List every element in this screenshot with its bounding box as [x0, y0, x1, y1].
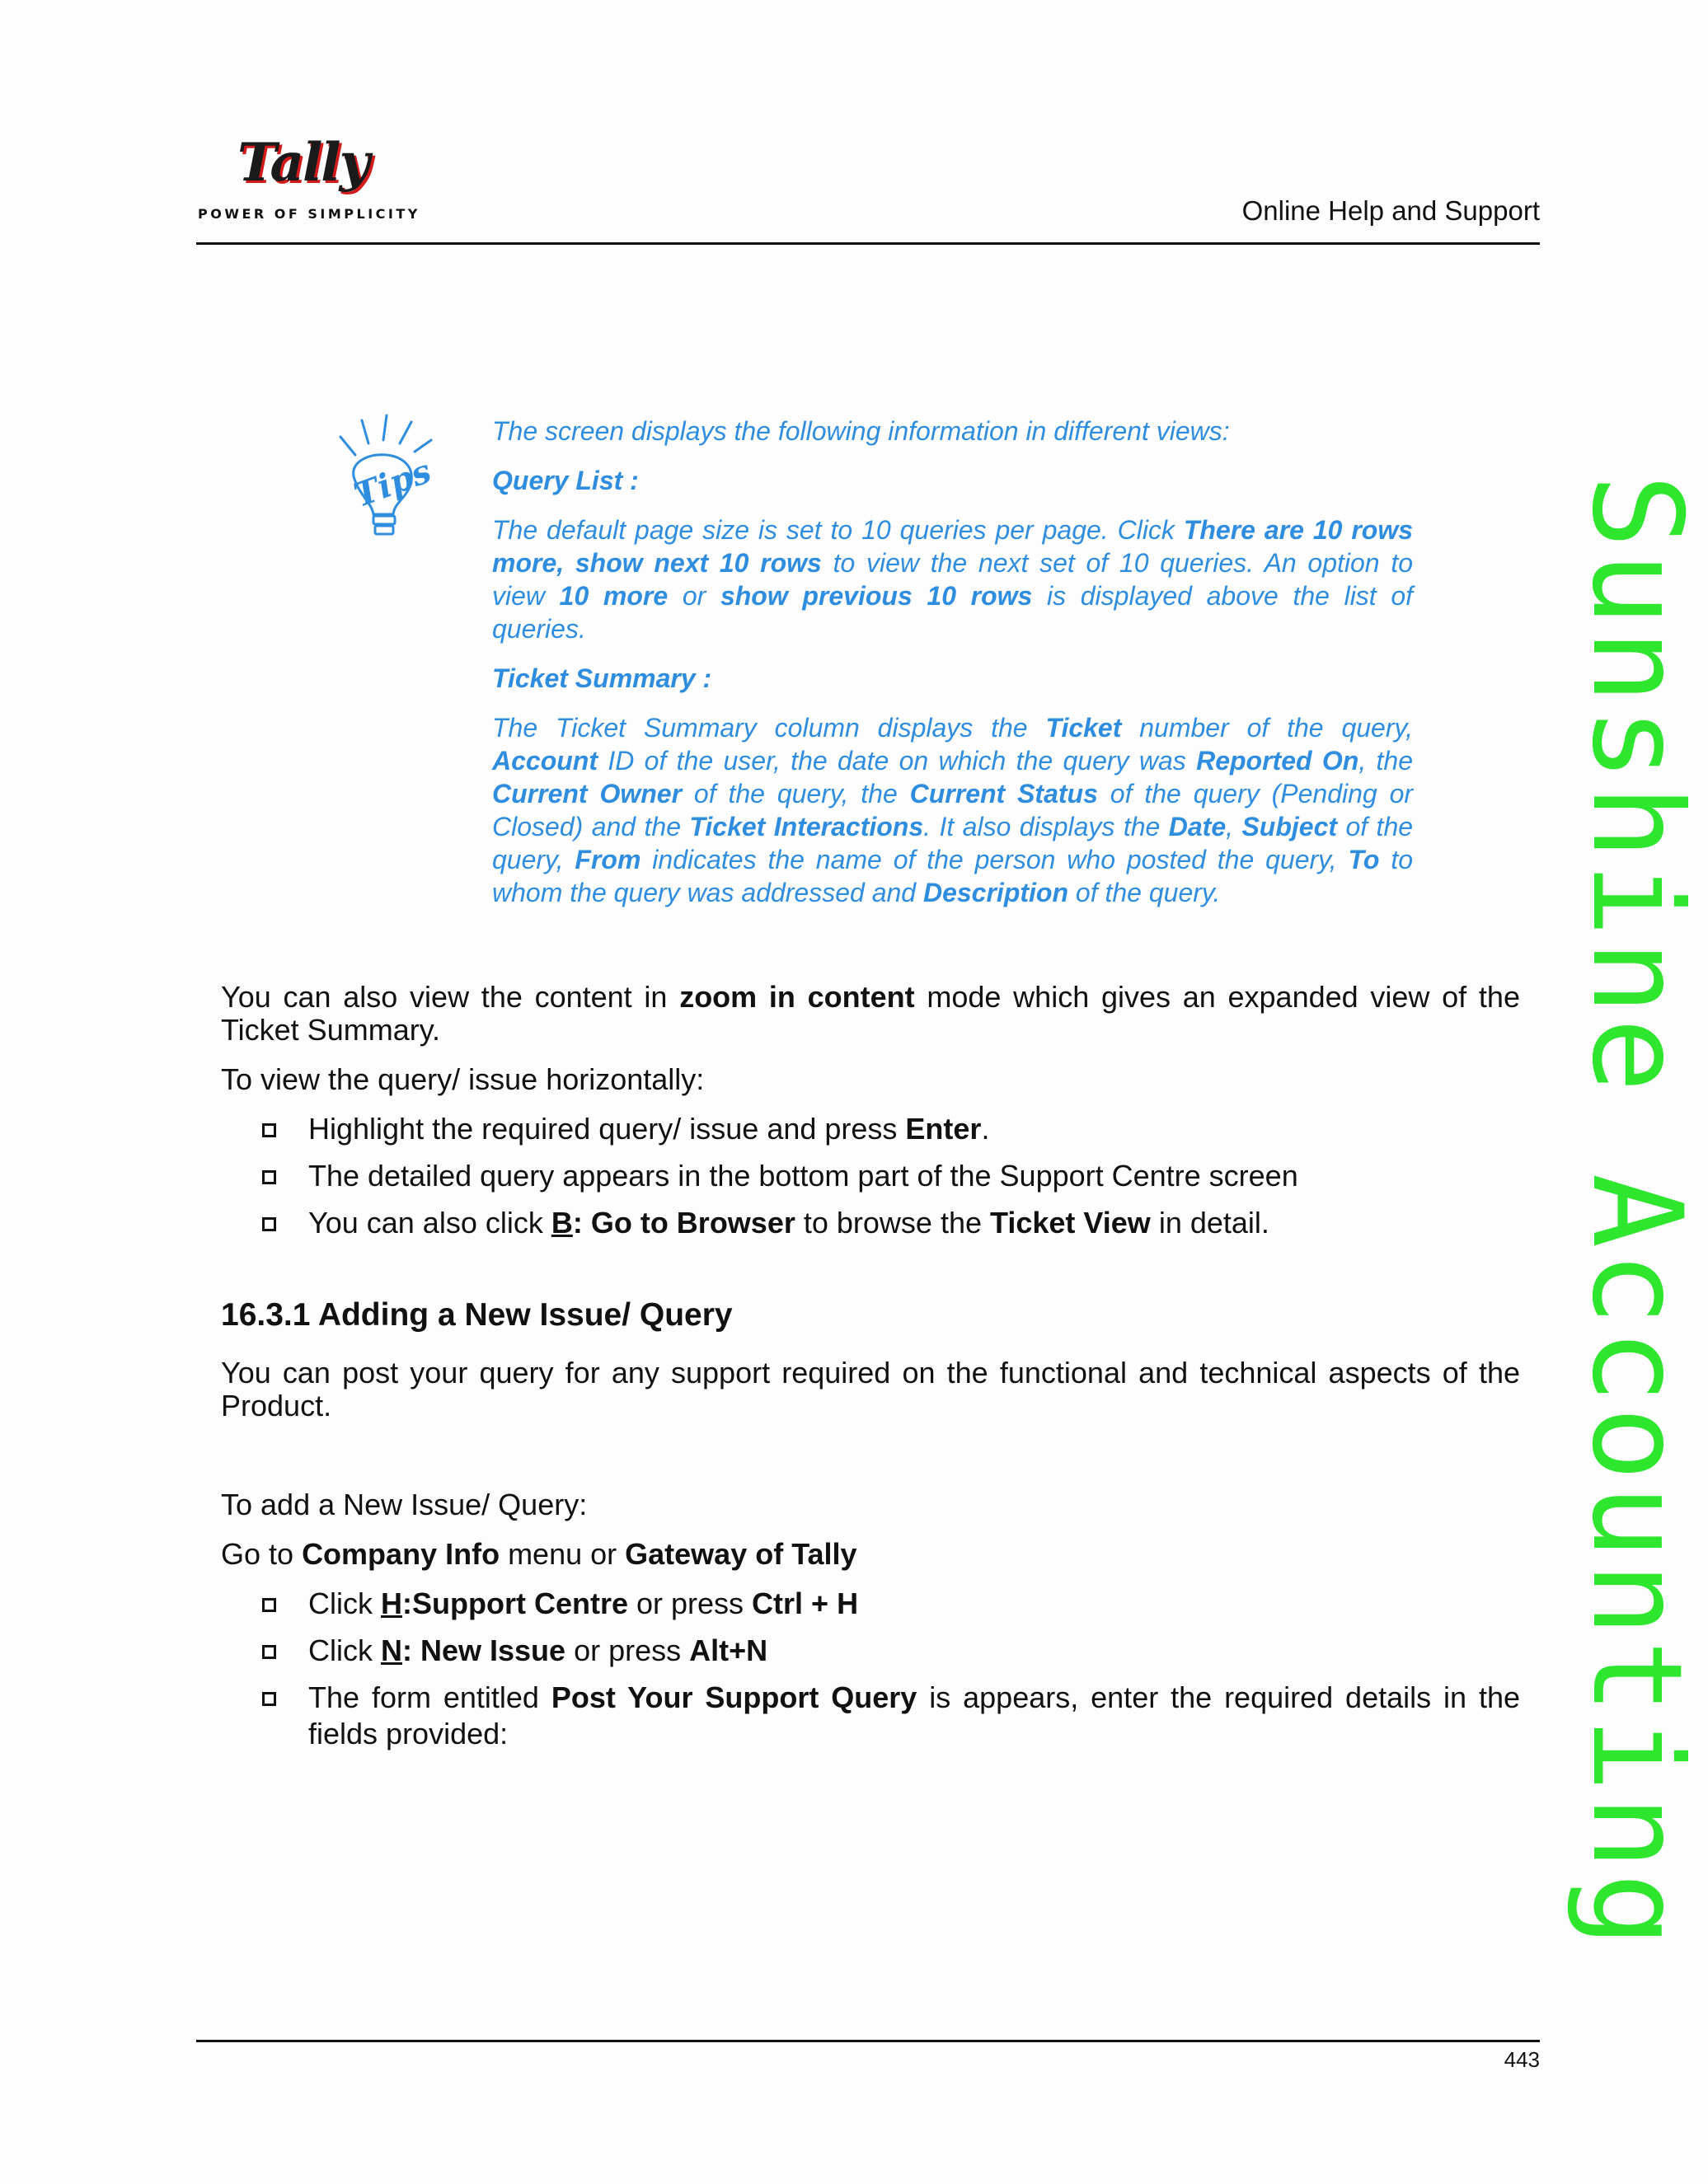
page-header-title: Online Help and Support	[1241, 195, 1540, 226]
add-new-text: To add a New Issue/ Query:	[221, 1488, 588, 1521]
list-item: The detailed query appears in the bottom part of the Support Centre screen	[221, 1158, 1520, 1194]
list-item: Highlight the required query/ issue and press Enter.	[221, 1111, 1520, 1147]
query-list-heading: Query List :	[492, 466, 639, 495]
logo-wordmark: Tally	[237, 132, 368, 194]
bullet-square-icon	[262, 1645, 276, 1659]
section-heading-wrap	[221, 1299, 1520, 1332]
tally-logo	[196, 132, 420, 223]
list-item: Click H:Support Centre or press Ctrl + H	[221, 1586, 1520, 1622]
ticket-summary-text: The Ticket Summary column displays the Ticket number of the query, Account ID of the user, the date on which the query was Reported On, the Current Owner of the query, the Current Status of the query (Pending or Closed) and the Ticket Interactions. It also displays the Date, Subject of the query, From indicates the name of the person who posted the query, To to whom the query was addressed and Description of the query.	[492, 713, 1414, 907]
ticket-summary-heading: Ticket Summary :	[492, 663, 712, 693]
watermark: Sunshine Accounting	[1565, 474, 1708, 1951]
list-item: Click N: New Issue or press Alt+N	[221, 1633, 1520, 1669]
logo-tagline: POWER OF SIMPLICITY	[198, 206, 420, 222]
list-item: The form entitled Post Your Support Query is appears, enter the required details in the fields provided:	[221, 1680, 1520, 1752]
post-query-paragraph: You can post your query for any support required on the functional and technical aspects of the Product.	[221, 1356, 1520, 1422]
page-number: 443	[1504, 2047, 1540, 2072]
tips-intro: The screen displays the following information in different views:	[492, 416, 1230, 446]
bullet-square-icon	[262, 1217, 276, 1231]
bullet-square-icon	[262, 1598, 276, 1612]
zoom-paragraph: You can also view the content in zoom in content mode which gives an expanded view of the Ticket Summary.	[221, 980, 1520, 1047]
add-steps-list	[221, 1586, 1520, 1752]
bullet-square-icon	[262, 1123, 276, 1137]
tips-bulb-icon	[326, 412, 449, 544]
tips-icon-label: Tips	[349, 452, 437, 515]
bullet-square-icon	[262, 1170, 276, 1184]
query-list-text: The default page size is set to 10 queries per page. Click There are 10 rows more, show next 10 rows to view the next set of 10 queries. An option to view 10 more or show previous 10 rows is displayed above the list of queries.	[492, 515, 1414, 644]
goto-text: Go to Company Info menu or Gateway of Tally	[221, 1537, 857, 1571]
list-item: You can also click B: Go to Browser to browse the Ticket View in detail.	[221, 1205, 1520, 1241]
tips-box	[492, 415, 1413, 926]
view-horizontally-text: To view the query/ issue horizontally:	[221, 1062, 705, 1096]
view-steps-list	[221, 1111, 1520, 1241]
header-divider	[196, 242, 1540, 245]
footer-divider	[196, 2040, 1540, 2042]
bullet-square-icon	[262, 1692, 276, 1706]
section-heading: 16.3.1 Adding a New Issue/ Query	[221, 1297, 733, 1333]
